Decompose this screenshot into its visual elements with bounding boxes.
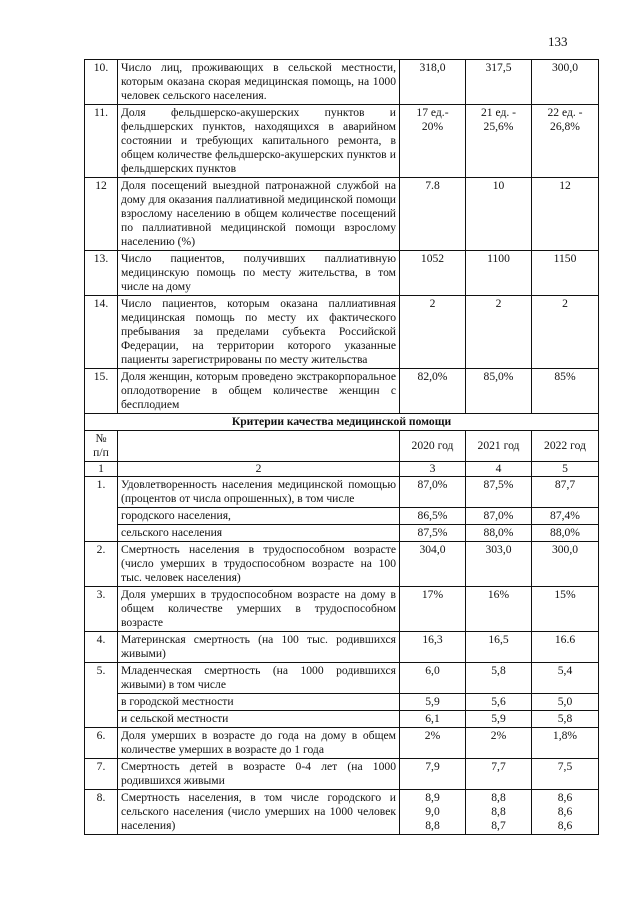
row-number: 1. xyxy=(85,477,118,542)
value-2020: 86,5% xyxy=(400,508,466,525)
value-2020: 87,5% xyxy=(400,525,466,542)
value-2020: 17 ед.- 20% xyxy=(400,105,466,178)
value-2021: 85,0% xyxy=(466,369,532,414)
header-row xyxy=(85,431,599,462)
row-number: 4. xyxy=(85,632,118,663)
page-number: 133 xyxy=(548,34,568,49)
table-row xyxy=(85,587,599,632)
value-2021: 1100 xyxy=(466,251,532,296)
table-row xyxy=(85,369,599,414)
table-row xyxy=(85,632,599,663)
value-2022: 300,0 xyxy=(532,542,599,587)
value-2022: 7,5 xyxy=(532,759,599,790)
value-2020: 6,0 xyxy=(400,663,466,694)
value-2022: 1150 xyxy=(532,251,599,296)
column-number-4: 4 xyxy=(466,462,532,477)
value-2021: 87,0% xyxy=(466,508,532,525)
value-2020: 2 xyxy=(400,296,466,369)
value-2021: 2% xyxy=(466,728,532,759)
column-number-3: 3 xyxy=(400,462,466,477)
value-2020: 7,9 xyxy=(400,759,466,790)
value-2021: 10 xyxy=(466,178,532,251)
value-2021: 16% xyxy=(466,587,532,632)
value-2021: 5,6 xyxy=(466,694,532,711)
value-2020: 2% xyxy=(400,728,466,759)
section-row xyxy=(85,414,599,431)
indicator-text: Число лиц, проживающих в сельской местности, которым оказана скорая медицинская помощь, на 1000 человек сельского населения. xyxy=(118,60,400,105)
value-2020: 7.8 xyxy=(400,178,466,251)
value-2020: 1052 xyxy=(400,251,466,296)
table-subrow xyxy=(85,711,599,728)
column-number-1: 1 xyxy=(85,462,118,477)
value-2021: 8,8 8,8 8,7 xyxy=(466,790,532,835)
value-2022: 5,0 xyxy=(532,694,599,711)
value-2021: 2 xyxy=(466,296,532,369)
indicator-text: Доля умерших в трудоспособном возрасте на дому в общем количестве умерших в трудоспособном возрасте xyxy=(118,587,400,632)
table-subrow xyxy=(85,508,599,525)
indicator-text: Число пациентов, получивших паллиативную медицинскую помощь по месту жительства, в том числе на дому xyxy=(118,251,400,296)
value-2021: 7,7 xyxy=(466,759,532,790)
indicator-subtext: в городской местности xyxy=(118,694,400,711)
indicator-text: Материнская смертность (на 100 тыс. родившихся живыми) xyxy=(118,632,400,663)
value-2020: 6,1 xyxy=(400,711,466,728)
value-2020: 318,0 xyxy=(400,60,466,105)
table-row xyxy=(85,251,599,296)
indicator-text: Число пациентов, которым оказана паллиативная медицинская помощь по месту их фактического пребывания за пределами субъекта Российской Федерации, на территории которого указанные пациенты зарегистрированы по месту жительства xyxy=(118,296,400,369)
value-2020: 16,3 xyxy=(400,632,466,663)
value-2020: 87,0% xyxy=(400,477,466,508)
column-number-2: 2 xyxy=(118,462,400,477)
row-number: 7. xyxy=(85,759,118,790)
value-2022: 22 ед. - 26,8% xyxy=(532,105,599,178)
header-indicator xyxy=(118,431,400,462)
indicator-subtext: и сельской местности xyxy=(118,711,400,728)
indicator-subtext: городского населения, xyxy=(118,508,400,525)
value-2022: 8,6 8,6 8,6 xyxy=(532,790,599,835)
value-2022: 2 xyxy=(532,296,599,369)
value-2021: 88,0% xyxy=(466,525,532,542)
value-2022: 87,4% xyxy=(532,508,599,525)
value-2021: 317,5 xyxy=(466,60,532,105)
indicator-text: Удовлетворенность населения медицинской помощью (процентов от числа опрошенных), в том числе xyxy=(118,477,400,508)
table-row xyxy=(85,790,599,835)
indicator-text: Доля женщин, которым проведено экстракорпоральное оплодотворение в общем количестве женщин с бесплодием xyxy=(118,369,400,414)
value-2022: 1,8% xyxy=(532,728,599,759)
indicator-text: Смертность населения, в том числе городского и сельского населения (число умерших на 1000 человек населения) xyxy=(118,790,400,835)
section-title: Критерии качества медицинской помощи xyxy=(85,414,599,431)
row-number: 8. xyxy=(85,790,118,835)
value-2020: 304,0 xyxy=(400,542,466,587)
indicator-text: Младенческая смертность (на 1000 родившихся живыми) в том числе xyxy=(118,663,400,694)
value-2020: 8,9 9,0 8,8 xyxy=(400,790,466,835)
row-number: 11. xyxy=(85,105,118,178)
indicator-text: Доля фельдшерско-акушерских пунктов и фельдшерских пунктов, находящихся в аварийном состоянии и требующих капитального ремонта, в общем количестве фельдшерско-акушерских пунктов и фельдшерских пунктов xyxy=(118,105,400,178)
row-number: 12 xyxy=(85,178,118,251)
table-row xyxy=(85,542,599,587)
indicator-text: Смертность детей в возрасте 0-4 лет (на 1000 родившихся живыми xyxy=(118,759,400,790)
value-2022: 12 xyxy=(532,178,599,251)
value-2020: 5,9 xyxy=(400,694,466,711)
value-2022: 5,8 xyxy=(532,711,599,728)
table-row xyxy=(85,178,599,251)
table-row xyxy=(85,105,599,178)
indicator-text: Смертность населения в трудоспособном возрасте (число умерших в трудоспособном возрасте на 100 тыс. человек населения) xyxy=(118,542,400,587)
value-2021: 5,8 xyxy=(466,663,532,694)
column-number-row xyxy=(85,462,599,477)
table-row xyxy=(85,759,599,790)
row-number: 15. xyxy=(85,369,118,414)
value-2022: 16.6 xyxy=(532,632,599,663)
header-2022: 2022 год xyxy=(532,431,599,462)
row-number: 3. xyxy=(85,587,118,632)
indicators-table xyxy=(84,59,599,835)
value-2021: 16,5 xyxy=(466,632,532,663)
header-2021: 2021 год xyxy=(466,431,532,462)
value-2021: 303,0 xyxy=(466,542,532,587)
row-number: 2. xyxy=(85,542,118,587)
row-number: 14. xyxy=(85,296,118,369)
row-number: 6. xyxy=(85,728,118,759)
column-number-5: 5 xyxy=(532,462,599,477)
value-2021: 5,9 xyxy=(466,711,532,728)
value-2022: 15% xyxy=(532,587,599,632)
value-2020: 82,0% xyxy=(400,369,466,414)
row-number: 10. xyxy=(85,60,118,105)
header-number: № п/п xyxy=(85,431,118,462)
table-row xyxy=(85,296,599,369)
value-2022: 300,0 xyxy=(532,60,599,105)
value-2021: 87,5% xyxy=(466,477,532,508)
indicator-text: Доля посещений выездной патронажной службой на дому для оказания паллиативной медицинской помощи взрослому населению в общем количестве посещений по паллиативной медицинской помощи взрослому населению (%) xyxy=(118,178,400,251)
table-row xyxy=(85,477,599,508)
table-row xyxy=(85,663,599,694)
value-2022: 85% xyxy=(532,369,599,414)
indicator-text: Доля умерших в возрасте до года на дому в общем количестве умерших в возрасте до 1 года xyxy=(118,728,400,759)
row-number: 13. xyxy=(85,251,118,296)
header-2020: 2020 год xyxy=(400,431,466,462)
value-2022: 5,4 xyxy=(532,663,599,694)
table-subrow xyxy=(85,525,599,542)
value-2020: 17% xyxy=(400,587,466,632)
table-row xyxy=(85,728,599,759)
table-subrow xyxy=(85,694,599,711)
value-2022: 87,7 xyxy=(532,477,599,508)
table-row xyxy=(85,60,599,105)
row-number: 5. xyxy=(85,663,118,728)
value-2021: 21 ед. - 25,6% xyxy=(466,105,532,178)
indicator-subtext: сельского населения xyxy=(118,525,400,542)
value-2022: 88,0% xyxy=(532,525,599,542)
